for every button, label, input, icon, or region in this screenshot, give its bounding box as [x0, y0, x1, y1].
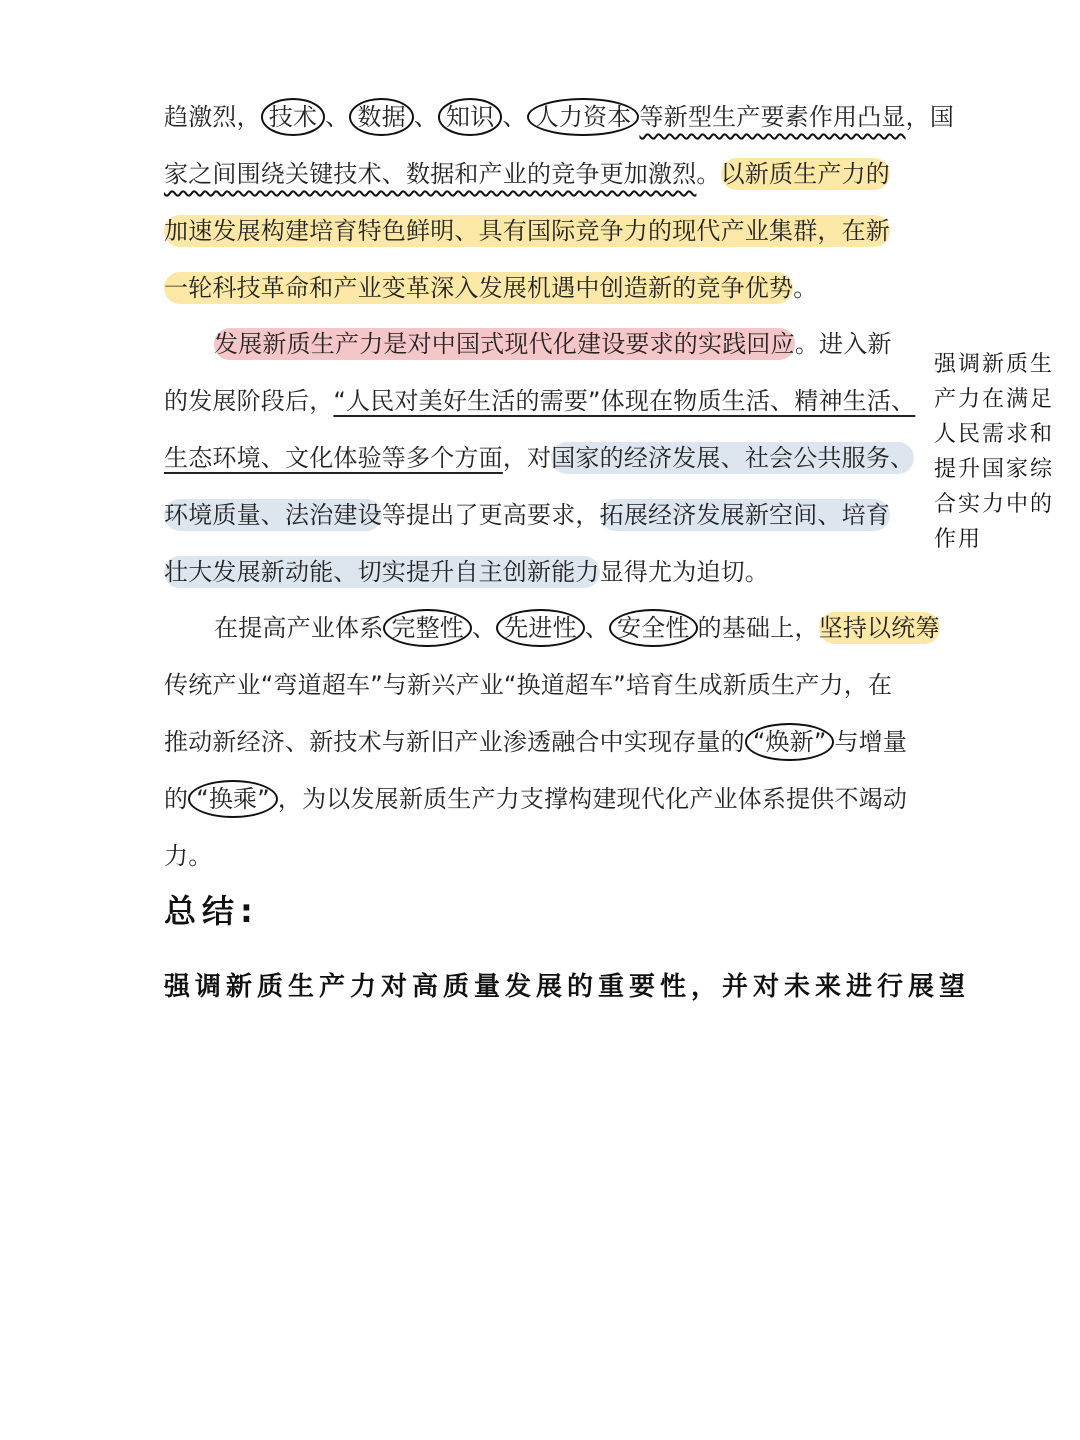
circled-term: “焕新” — [745, 723, 835, 761]
circled-term: 完整性 — [383, 609, 472, 647]
summary-heading: 总结: — [164, 892, 259, 930]
p2-line2 — [164, 384, 915, 418]
circled-term: 安全性 — [609, 609, 698, 647]
circled-term: 技术 — [261, 98, 325, 136]
p2-line3 — [164, 441, 914, 475]
text: 的发展阶段后， — [164, 387, 334, 415]
wavy-underline-text: 等新型生产要素作用凸显 — [639, 103, 906, 131]
highlight-blue: 国家的经济发展、社会公共服务、 — [551, 444, 915, 472]
p3-line4 — [164, 782, 907, 816]
text: 力。 — [164, 842, 213, 870]
text: ，为以发展新质生产力支撑构建现代化产业体系提供不竭动 — [277, 785, 908, 813]
circled-term: 人力资本 — [527, 98, 640, 136]
highlight-blue: 环境质量、法治建设 — [164, 501, 382, 529]
circled-term: 数据 — [349, 98, 413, 136]
highlight-yellow: 加速发展构建培育特色鲜明、具有国际竞争力的现代产业集群，在新 — [164, 217, 890, 245]
p2-line5 — [164, 555, 769, 589]
p1-line1 — [164, 100, 954, 134]
circled-term: 知识 — [438, 98, 502, 136]
highlight-blue: 拓展经济发展新空间、培育 — [599, 501, 891, 529]
p3-line5 — [164, 839, 212, 873]
p2-line1 — [214, 327, 892, 361]
p2-line4 — [164, 498, 890, 532]
text: 。 — [793, 274, 818, 302]
highlight-yellow: 坚持以统筹 — [818, 614, 940, 642]
highlight-pink: 发展新质生产力是对中国式现代化建设要求的实践回应 — [214, 330, 795, 358]
p1-line2 — [164, 157, 890, 191]
text: 趋激烈， — [164, 103, 261, 131]
text: 、 — [502, 103, 527, 131]
summary-text: 强调新质生产力对高质量发展的重要性，并对未来进行展望 — [164, 972, 971, 1002]
text: ，国 — [905, 103, 955, 131]
text: 、 — [413, 103, 439, 131]
highlight-yellow: 以新质生产力的 — [720, 160, 891, 188]
highlight-yellow: 一轮科技革命和产业变革深入发展机遇中创造新的竞争优势 — [164, 274, 794, 302]
text: 。进入新 — [794, 330, 892, 358]
text: 、 — [472, 614, 497, 642]
highlight-blue: 壮大发展新动能、切实提升自主创新能力 — [164, 558, 600, 586]
text: 的基础上， — [697, 614, 819, 642]
p3-line1 — [214, 611, 940, 645]
text: 与增量 — [834, 728, 908, 756]
text: 显得尤为迫切。 — [599, 558, 770, 586]
text: 的 — [164, 785, 189, 813]
text: 传统产业“弯道超车”与新兴产业“换道超车”培育生成新质生产力，在 — [164, 671, 893, 699]
text: 在提高产业体系 — [214, 614, 384, 642]
circled-term: 先进性 — [496, 609, 585, 647]
text: ，对 — [502, 444, 552, 472]
text: 。 — [696, 160, 721, 188]
underlined-text: “人民对美好生活的需要”体现在物质生活、精神生活、 — [333, 387, 916, 415]
circled-term: “换乘” — [188, 780, 278, 818]
text: 推动新经济、新技术与新旧产业渗透融合中实现存量的 — [164, 728, 745, 756]
side-note: 强调新质生 产力在满足 人民需求和 提升国家综 合实力中的 作用 — [934, 352, 1055, 552]
p1-line3 — [164, 214, 890, 248]
p3-line2 — [164, 668, 892, 702]
p3-line3 — [164, 725, 907, 759]
underlined-text: 生态环境、文化体验等多个方面 — [164, 444, 503, 472]
wavy-underline-text: 家之间围绕关键技术、数据和产业的竞争更加激烈 — [164, 160, 697, 188]
text: 等提出了更高要求， — [381, 501, 600, 529]
text: 、 — [325, 103, 350, 131]
p1-line4 — [164, 271, 817, 305]
text: 、 — [584, 614, 610, 642]
